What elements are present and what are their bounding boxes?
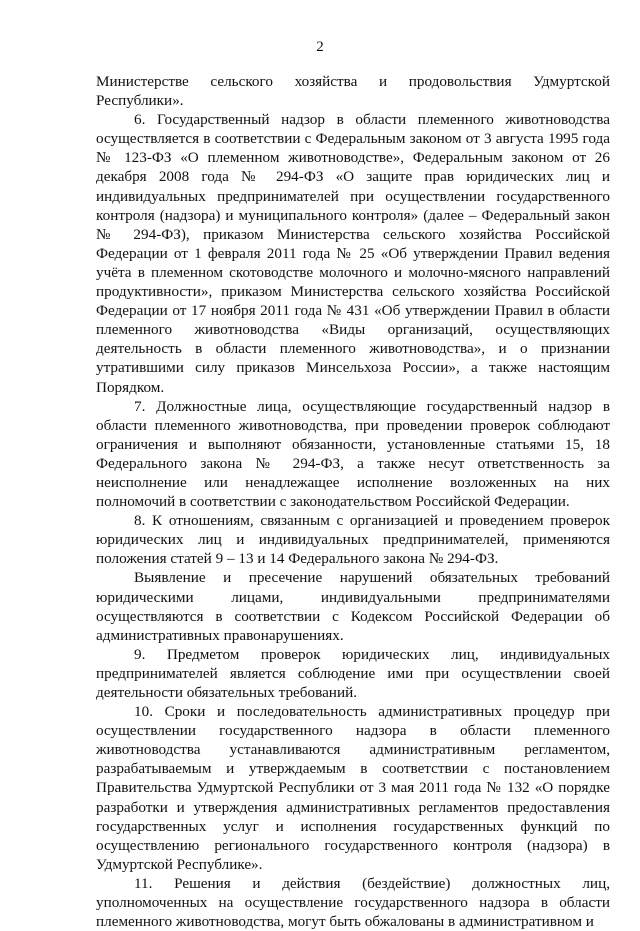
paragraph-6: 6. Государственный надзор в области племенного животноводства осуществляется в соответствии с Федеральным законом от 3 августа 1995 года № 123-ФЗ «О племенном животноводстве», Федеральным законом от 26 декабря 2008 года № 294-ФЗ «О защите прав юридических лиц и индивидуальных предпринимателей при осуществлении государственного контроля (надзора) и муниципального контроля» (далее – Федеральный закон № 294-ФЗ), приказом Министерства сельского хозяйства Российской Федерации от 1 февраля 2011 года № 25 «Об утверждении Правил ведения учёта в племенном скотоводстве молочного и молочно-мясного направлений продуктивности», приказом Министерства сельского хозяйства Российской Федерации от 17 ноября 2011 года № 431 «Об утверждении Правил в области племенного животноводства «Виды организаций, осуществляющих деятельность в области племенного животноводства», и о признании утратившими силу приказов Минсельхоза России», а также настоящим Порядком. — [96, 111, 610, 396]
paragraph-7: 7. Должностные лица, осуществляющие государственный надзор в области племенного животноводства, при проведении проверок соблюдают ограничения и выполняют обязанности, установленные статьями 15, 18 Федерального закона № 294-ФЗ, а также несут ответственность за неисполнение или ненадлежащее исполнение возложенных на них полномочий в соответствии с законодательством Российской Федерации. — [96, 397, 610, 511]
paragraph-11: 11. Решения и действия (бездействие) должностных лиц, уполномоченных на осуществление государственного надзора в области племенного животноводства, могут быть обжалованы в административном и — [96, 874, 610, 931]
document-body — [96, 72, 610, 931]
paragraph-8-detection: Выявление и пресечение нарушений обязательных требований юридическими лицами, индивидуальными предпринимателями осуществляются в соответствии с Кодексом Российской Федерации об административных правонарушениях. — [96, 569, 610, 644]
page-number: 2 — [316, 39, 324, 55]
paragraph-10: 10. Сроки и последовательность административных процедур при осуществлении государственного надзора в области племенного животноводства устанавливаются административным регламентом, разрабатываемым и утверждаемым в соответствии с постановлением Правительства Удмуртской Республики от 3 мая 2011 года № 132 «О порядке разработки и утверждения административных регламентов предоставления государственных услуг и исполнения государственных функций по осуществлению регионального государственного контроля (надзора) в Удмуртской Республике». — [96, 703, 610, 873]
paragraph-continuation: Министерстве сельского хозяйства и продовольствия Удмуртской Республики». — [96, 73, 610, 110]
paragraph-8: 8. К отношениям, связанным с организацией и проведением проверок юридических лиц и индивидуальных предпринимателей, применяются положения статей 9 – 13 и 14 Федерального закона № 294-ФЗ. — [96, 512, 610, 568]
paragraph-9: 9. Предметом проверок юридических лиц, индивидуальных предпринимателей является соблюдение ими при осуществлении своей деятельности обязательных требований. — [96, 645, 610, 701]
